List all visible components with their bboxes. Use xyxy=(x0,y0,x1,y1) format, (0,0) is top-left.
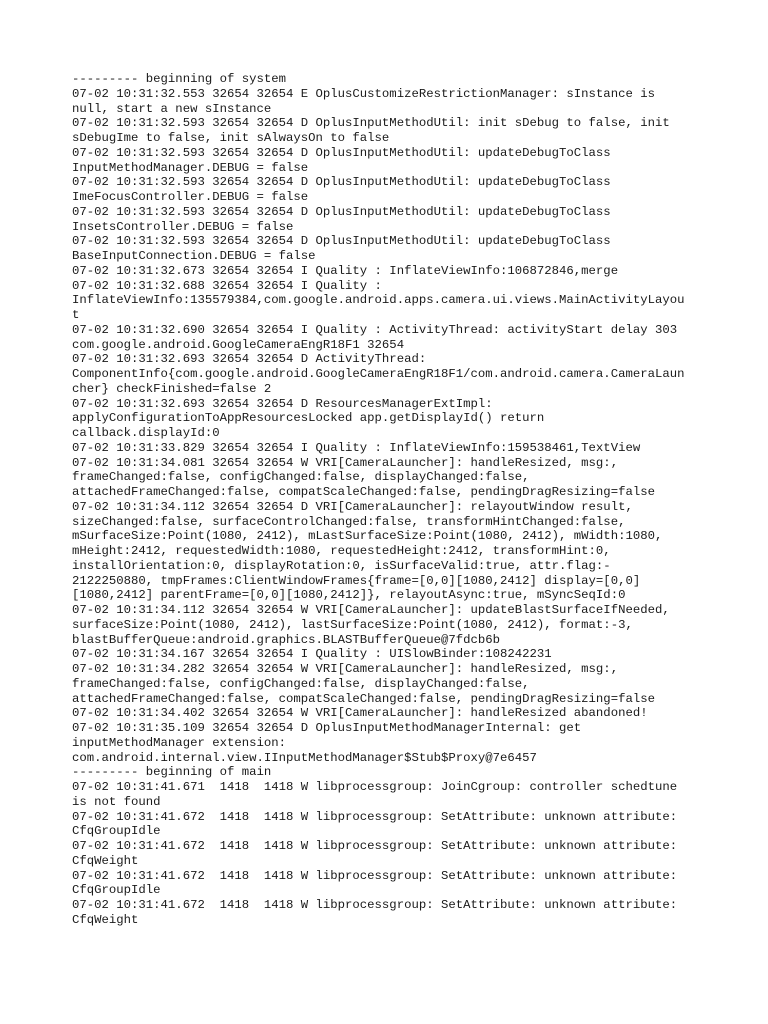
log-line: mSurfaceSize:Point(1080, 2412), mLastSurfaceSize:Point(1080, 2412), mWidth:1080, xyxy=(72,529,663,544)
log-line: 07-02 10:31:35.109 32654 32654 D OplusInputMethodManagerInternal: get xyxy=(72,721,582,735)
log-line: CfqGroupIdle xyxy=(72,824,161,839)
log-line: frameChanged:false, configChanged:false, displayChanged:false, xyxy=(72,470,530,485)
log-line: attachedFrameChanged:false, compatScaleChanged:false, pendingDragResizing=false xyxy=(72,691,655,706)
log-line: sDebugIme to false, init sAlwaysOn to false xyxy=(72,131,390,145)
log-line: 07-02 10:31:32.593 32654 32654 D OplusInputMethodUtil: updateDebugToClass xyxy=(72,145,611,160)
log-line: frameChanged:false, configChanged:false, displayChanged:false, xyxy=(72,676,530,691)
log-line: callback.displayId:0 xyxy=(72,426,220,440)
log-line: 07-02 10:31:41.672 1418 1418 W libprocessgroup: SetAttribute: unknown attribute: xyxy=(72,898,678,912)
log-document xyxy=(72,72,702,928)
log-line: 07-02 10:31:32.593 32654 32654 D OplusInputMethodUtil: updateDebugToClass xyxy=(72,175,611,190)
log-line: 2122250880, tmpFrames:ClientWindowFrames{frame=[0,0][1080,2412] display=[0,0] xyxy=(72,573,641,588)
log-line: 07-02 10:31:34.112 32654 32654 D VRI[CameraLauncher]: relayoutWindow result, xyxy=(72,499,633,514)
log-line: 07-02 10:31:41.672 1418 1418 W libprocessgroup: SetAttribute: unknown attribute: xyxy=(72,839,678,853)
log-line: 07-02 10:31:34.167 32654 32654 I Quality : UISlowBinder:108242231 xyxy=(72,647,552,662)
log-line: 07-02 10:31:34.282 32654 32654 W VRI[CameraLauncher]: handleResized, msg:, xyxy=(72,662,619,676)
log-line: 07-02 10:31:32.688 32654 32654 I Quality : xyxy=(72,278,382,293)
log-line: 07-02 10:31:32.553 32654 32654 E OplusCustomizeRestrictionManager: sInstance is xyxy=(72,86,655,101)
log-line: CfqGroupIdle xyxy=(72,883,161,898)
log-line: t xyxy=(72,308,80,322)
log-line: 07-02 10:31:33.829 32654 32654 I Quality : InflateViewInfo:159538461,TextView xyxy=(72,440,641,455)
log-line: installOrientation:0, displayRotation:0, isSurfaceValid:true, attr.flag:- xyxy=(72,558,611,573)
log-line: 07-02 10:31:32.593 32654 32654 D OplusInputMethodUtil: init sDebug to false, init xyxy=(72,116,670,131)
log-line: 07-02 10:31:32.593 32654 32654 D OplusInputMethodUtil: updateDebugToClass xyxy=(72,234,611,249)
log-line: [1080,2412] parentFrame=[0,0][1080,2412]}, relayoutAsync:true, mSyncSeqId:0 xyxy=(72,588,626,603)
log-line: 07-02 10:31:41.671 1418 1418 W libprocessgroup: JoinCgroup: controller schedtune xyxy=(72,780,678,794)
log-line: blastBufferQueue:android.graphics.BLASTBufferQueue@7fdcb6b xyxy=(72,632,501,647)
log-line: BaseInputConnection.DEBUG = false xyxy=(72,249,316,263)
log-line: 07-02 10:31:32.673 32654 32654 I Quality : InflateViewInfo:106872846,merge xyxy=(72,263,619,278)
log-line: 07-02 10:31:41.672 1418 1418 W libprocessgroup: SetAttribute: unknown attribute: xyxy=(72,868,678,883)
log-line: 07-02 10:31:32.593 32654 32654 D OplusInputMethodUtil: updateDebugToClass xyxy=(72,204,611,219)
log-line: --------- beginning of main xyxy=(72,765,272,780)
log-line: InputMethodManager.DEBUG = false xyxy=(72,160,309,175)
log-line: is not found xyxy=(72,794,161,809)
log-line: --------- beginning of system xyxy=(72,72,287,86)
log-line: 07-02 10:31:32.693 32654 32654 D ActivityThread: xyxy=(72,352,427,367)
log-line: CfqWeight xyxy=(72,853,139,868)
log-line: applyConfigurationToAppResourcesLocked app.getDisplayId() return xyxy=(72,411,545,426)
log-line: surfaceSize:Point(1080, 2412), lastSurfaceSize:Point(1080, 2412), format:-3, xyxy=(72,617,633,632)
log-line: sizeChanged:false, surfaceControlChanged:false, transformHintChanged:false, xyxy=(72,514,626,529)
log-line: 07-02 10:31:32.693 32654 32654 D ResourcesManagerExtImpl: xyxy=(72,396,493,411)
log-line: 07-02 10:31:41.672 1418 1418 W libprocessgroup: SetAttribute: unknown attribute: xyxy=(72,809,678,824)
log-line: CfqWeight xyxy=(72,912,139,927)
log-line: mHeight:2412, requestedWidth:1080, requestedHeight:2412, transformHint:0, xyxy=(72,544,611,558)
log-line: InsetsController.DEBUG = false xyxy=(72,219,294,234)
log-line: 07-02 10:31:34.402 32654 32654 W VRI[CameraLauncher]: handleResized abandoned! xyxy=(72,706,648,721)
log-line: inputMethodManager extension: xyxy=(72,735,287,750)
log-line: ComponentInfo{com.google.android.GoogleCameraEngR18F1/com.android.camera.CameraLaun xyxy=(72,367,685,381)
log-line: ImeFocusController.DEBUG = false xyxy=(72,190,309,204)
log-line: com.google.android.GoogleCameraEngR18F1 32654 xyxy=(72,337,405,352)
log-line: attachedFrameChanged:false, compatScaleChanged:false, pendingDragResizing=false xyxy=(72,485,655,499)
log-line: InflateViewInfo:135579384,com.google.android.apps.camera.ui.views.MainActivityLayou xyxy=(72,293,685,308)
log-line: 07-02 10:31:32.690 32654 32654 I Quality : ActivityThread: activityStart delay 303 xyxy=(72,322,678,337)
log-line: cher} checkFinished=false 2 xyxy=(72,381,272,396)
log-line: null, start a new sInstance xyxy=(72,101,272,116)
log-line: 07-02 10:31:34.112 32654 32654 W VRI[CameraLauncher]: updateBlastSurfaceIfNeeded, xyxy=(72,603,670,617)
log-line: com.android.internal.view.IInputMethodManager$Stub$Proxy@7e6457 xyxy=(72,750,537,765)
log-line: 07-02 10:31:34.081 32654 32654 W VRI[CameraLauncher]: handleResized, msg:, xyxy=(72,455,619,470)
